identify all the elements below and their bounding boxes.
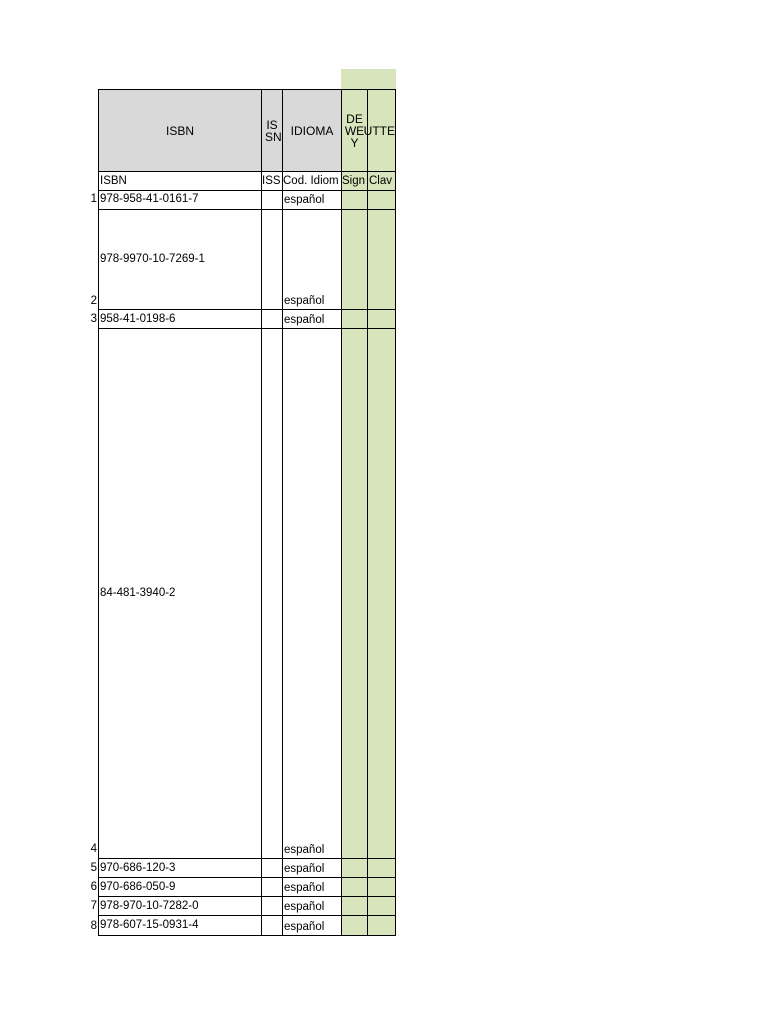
row-number: 7 <box>90 900 97 912</box>
grid-line <box>98 858 396 859</box>
idioma-cell[interactable]: español <box>284 194 325 206</box>
header-issn-label: IS SN <box>265 117 282 144</box>
grid-line <box>282 172 283 936</box>
grid-line <box>341 172 342 936</box>
subheader-isbn[interactable]: ISBN <box>100 175 127 187</box>
grid-line <box>98 328 396 329</box>
isbn-cell[interactable]: 978-9970-10-7269-1 <box>100 253 205 265</box>
idioma-cell[interactable]: español <box>284 844 325 856</box>
idioma-cell[interactable]: español <box>284 901 325 913</box>
row-number: 4 <box>90 843 97 855</box>
grid-line <box>367 172 368 936</box>
header-idioma-label: IDIOMA <box>290 123 334 138</box>
grid-line <box>395 89 396 936</box>
row-number: 8 <box>90 920 97 932</box>
header-dewey-label: DE WE Y <box>344 111 365 150</box>
green-column-band <box>341 171 396 935</box>
row-number: 1 <box>90 193 97 205</box>
header-idioma[interactable] <box>282 89 342 172</box>
row-number: 2 <box>90 295 97 307</box>
grid-line <box>98 309 396 310</box>
isbn-cell[interactable]: 978-970-10-7282-0 <box>100 900 199 912</box>
idioma-cell[interactable]: español <box>284 295 325 307</box>
isbn-cell[interactable]: 970-686-050-9 <box>100 881 176 893</box>
isbn-cell[interactable]: 84-481-3940-2 <box>100 587 176 599</box>
subheader-cutter[interactable]: Clav <box>369 175 393 187</box>
isbn-cell[interactable]: 978-958-41-0161-7 <box>100 193 199 205</box>
grid-line <box>98 190 396 191</box>
row-number: 5 <box>90 862 97 874</box>
isbn-cell[interactable]: 970-686-120-3 <box>100 862 176 874</box>
row-number: 3 <box>90 313 97 325</box>
isbn-cell[interactable]: 978-607-15-0931-4 <box>100 919 199 931</box>
idioma-cell[interactable]: español <box>284 863 325 875</box>
idioma-cell[interactable]: español <box>284 921 325 933</box>
row-number: 6 <box>90 881 97 893</box>
grid-line <box>261 172 262 936</box>
grid-line <box>98 172 99 936</box>
header-isbn-label: ISBN <box>165 123 194 138</box>
header-cutter[interactable] <box>363 89 396 172</box>
grid-line <box>98 915 396 916</box>
subheader-dewey[interactable]: Sign <box>342 175 366 187</box>
grid-line <box>98 209 396 210</box>
grid-line <box>98 896 396 897</box>
subheader-idioma[interactable]: Cod. Idiom <box>283 175 339 187</box>
isbn-cell[interactable]: 958-41-0198-6 <box>100 313 176 325</box>
grid-line <box>98 935 396 936</box>
subheader-issn[interactable]: ISS <box>262 175 281 187</box>
idioma-cell[interactable]: español <box>284 314 325 326</box>
green-header-cap <box>341 69 396 90</box>
header-cutter-label: UTTE <box>363 123 395 138</box>
grid-line <box>98 877 396 878</box>
idioma-cell[interactable]: español <box>284 882 325 894</box>
header-isbn[interactable] <box>98 89 262 172</box>
header-issn[interactable] <box>261 89 283 172</box>
